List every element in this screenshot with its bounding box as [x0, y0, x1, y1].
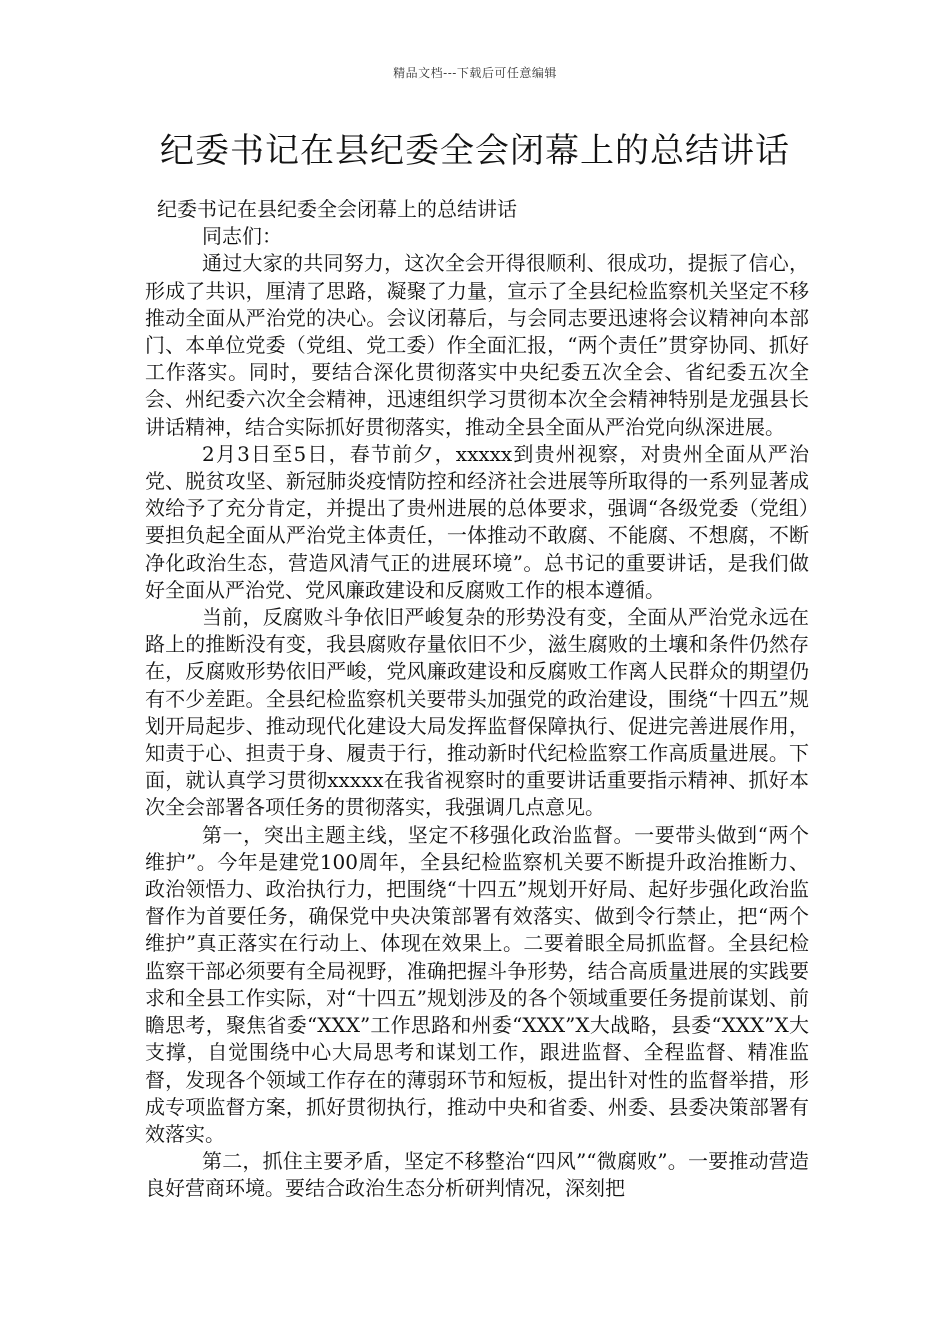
- header-note: 精品文档---下载后可任意编辑: [393, 66, 557, 80]
- paragraph-2: 2月3日至5日，春节前夕，xxxxx到贵州视察，对贵州全面从严治党、脱贫攻坚、新冠肺炎疫情防控和经济社会进展等所取得的一系列显著成效给予了充分肯定，并提出了贵州进展的总体要求，强调“各级党委（党组）要担负起全面从严治党主体责任，一体推动不敢腐、不能腐、不想腐，不断净化政治生态，营造风清气正的进展环境”。总书记的重要讲话，是我们做好全面从严治党、党风廉政建设和反腐败工作的根本遵循。: [145, 441, 809, 602]
- paragraph-4: 第一，突出主题主线，坚定不移强化政治监督。一要带头做到“两个维护”。今年是建党100周年，全县纪检监察机关要不断提升政治推断力、政治领悟力、政治执行力，把围绕“十四五”规划开好局、起好步强化政治监督作为首要任务，确保党中央决策部署有效落实、做到令行禁止，把“两个维护”真正落实在行动上、体现在效果上。二要着眼全局抓监督。全县纪检监察干部必须要有全局视野，准确把握斗争形势，结合高质量进展的实践要求和全县工作实际，对“十四五”规划涉及的各个领域重要任务提前谋划、前瞻思考，聚焦省委“XXX”工作思路和州委“XXX”X大战略，县委“XXX”X大支撑，自觉围绕中心大局思考和谋划工作，跟进监督、全程监督、精准监督，发现各个领域工作存在的薄弱环节和短板，提出针对性的监督举措，形成专项监督方案，抓好贯彻执行，推动中央和省委、州委、县委决策部署有效落实。: [145, 822, 809, 1146]
- document-subtitle: 纪委书记在县纪委全会闭幕上的总结讲话: [157, 197, 517, 221]
- document-title: 纪委书记在县纪委全会闭幕上的总结讲话: [160, 131, 790, 171]
- paragraph-1: 通过大家的共同努力，这次全会开得很顺利、很成功，提振了信心，形成了共识，厘清了思路，凝聚了力量，宣示了全县纪检监察机关坚定不移推动全面从严治党的决心。会议闭幕后，与会同志要迅速将会议精神向本部门、本单位党委（党组、党工委）作全面汇报，“两个责任”贯穿协同、抓好工作落实。同时，要结合深化贯彻落实中央纪委五次全会、省纪委五次全会、州纪委六次全会精神，迅速组织学习贯彻本次全会精神特别是龙强县长讲话精神，结合实际抓好贯彻落实，推动全县全面从严治党向纵深进展。: [145, 251, 809, 439]
- paragraph-5: 第二，抓住主要矛盾，坚定不移整治“四风”“微腐败”。一要推动营造良好营商环境。要结合政治生态分析研判情况，深刻把: [145, 1149, 809, 1201]
- document-body: [145, 196, 809, 1203]
- salutation: 同志们：: [202, 224, 282, 249]
- paragraph-3: 当前，反腐败斗争依旧严峻复杂的形势没有变，全面从严治党永远在路上的推断没有变，我县腐败存量依旧不少，滋生腐败的土壤和条件仍然存在，反腐败形势依旧严峻，党风廉政建设和反腐败工作离人民群众的期望仍有不少差距。全县纪检监察机关要带头加强党的政治建设，围绕“十四五”规划开局起步、推动现代化建设大局发挥监督保障执行、促进完善进展作用，知责于心、担责于身、履责于行，推动新时代纪检监察工作高质量进展。下面，就认真学习贯彻xxxxx在我省视察时的重要讲话重要指示精神、抓好本次全会部署各项任务的贯彻落实，我强调几点意见。: [145, 605, 809, 820]
